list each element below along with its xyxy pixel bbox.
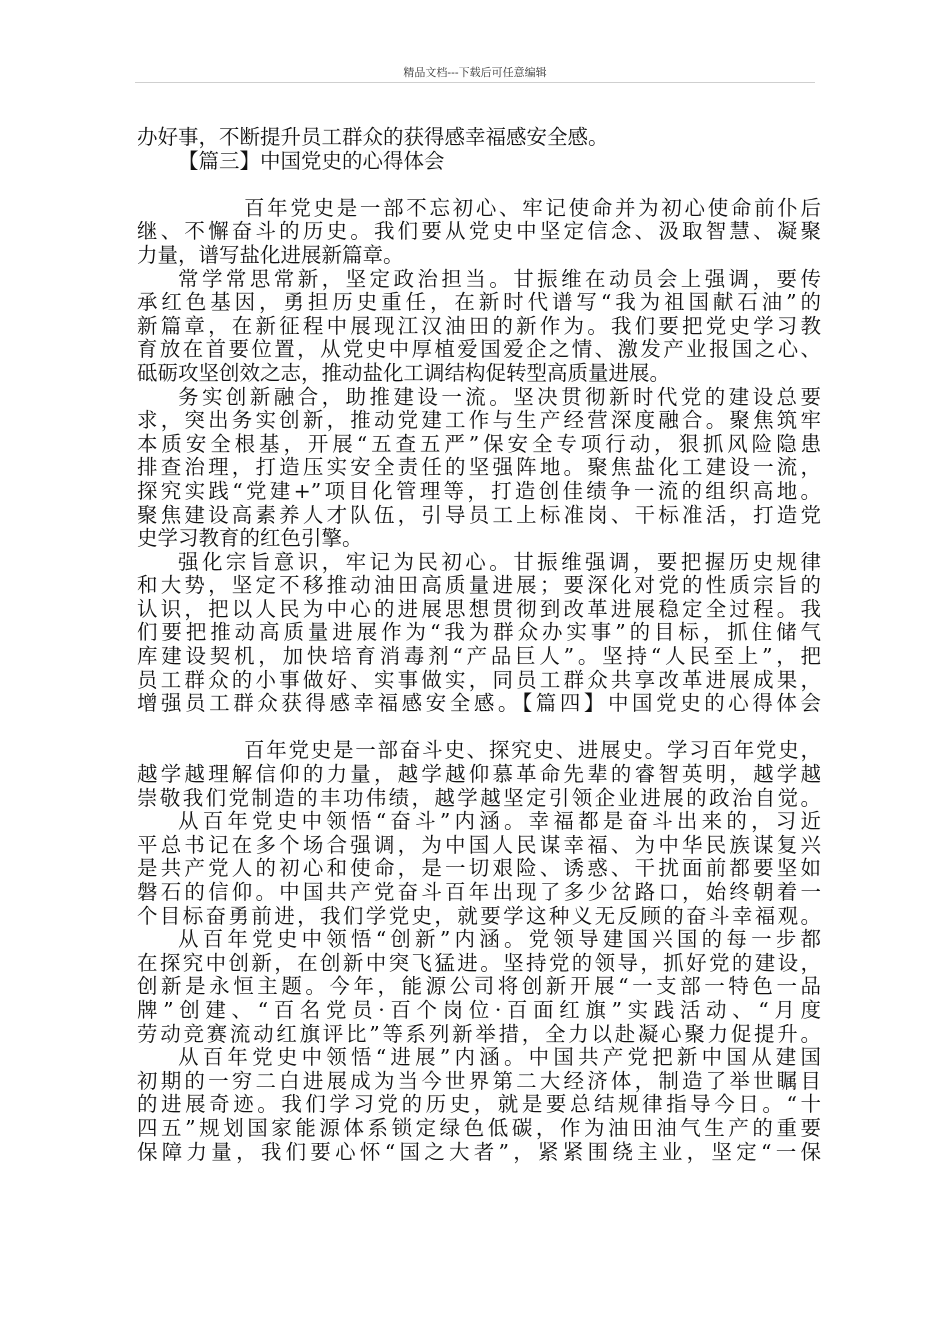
text-line: 务实创新融合，助推建设一流。坚决贯彻新时代党的建设总要 — [178, 385, 821, 409]
text-line: 劳动竞赛流动红旗评比”等系列新举措，全力以赴凝心聚力促提升。 — [137, 1022, 821, 1046]
text-line: 砥砺攻坚创效之志，推动盐化工调结构促转型高质量进展。 — [137, 360, 670, 385]
text-line: 从百年党史中领悟“进展”内涵。中国共产党把新中国从建国 — [178, 1046, 821, 1070]
text-line: 初期的一穷二白进展成为当今世界第二大经济体，制造了举世瞩目 — [137, 1069, 821, 1093]
text-line: 的进展奇迹。我们学习党的历史，就是要总结规律指导今日。“十 — [137, 1093, 821, 1117]
document-body — [137, 126, 821, 1164]
text-line: 百年党史是一部奋斗史、探究史、进展史。学习百年党史， — [244, 739, 821, 763]
text-line: 四五”规划国家能源体系锁定绿色低碳，作为油田油气生产的重要 — [137, 1116, 821, 1140]
text-line: 继、不懈奋斗的历史。我们要从党史中坚定信念、汲取智慧、凝聚 — [137, 220, 821, 244]
text-line: 越学越理解信仰的力量，越学越仰慕革命先辈的睿智英明，越学越 — [137, 763, 821, 787]
text-line: 承红色基因，勇担历史重任，在新时代谱写“我为祖国献石油”的 — [137, 291, 821, 315]
text-line: 【篇三】中国党史的心得体会 — [178, 148, 445, 173]
text-line: 求，突出务实创新，推动党建工作与生产经营深度融合。聚焦筑牢 — [137, 409, 821, 433]
text-line: 崇敬我们党制造的丰功伟绩，越学越坚定引领企业进展的政治自觉。 — [137, 786, 821, 810]
text-line: 本质安全根基，开展“五查五严”保安全专项行动，狠抓风险隐患 — [137, 432, 821, 456]
text-line: 强化宗旨意识，牢记为民初心。甘振维强调，要把握历史规律 — [178, 550, 821, 574]
text-line: 和大势，坚定不移推动油田高质量进展；要深化对党的性质宗旨的 — [137, 574, 821, 598]
text-line: 是共产党人的初心和使命，是一切艰险、诱惑、干扰面前都要坚如 — [137, 857, 821, 881]
text-line: 探究实践“党建+”项目化管理等，打造创佳绩争一流的组织高地。 — [137, 479, 821, 503]
text-line: 创新是永恒主题。今年，能源公司将创新开展“一支部一特色一品 — [137, 975, 821, 999]
text-line: 常学常思常新，坚定政治担当。甘振维在动员会上强调，要传 — [178, 267, 821, 291]
text-line: 员工群众的小事做好、实事做实，同员工群众共享改革进展成果， — [137, 668, 821, 692]
text-line: 聚焦建设高素养人才队伍，引导员工上标准岗、干标准活，打造党 — [137, 503, 821, 527]
text-line: 保障力量，我们要心怀“国之大者”，紧紧围绕主业，坚定“一保 — [137, 1140, 821, 1164]
header-divider — [135, 82, 815, 83]
text-line: 增强员工群众获得感幸福感安全感。【篇四】中国党史的心得体会 — [137, 692, 821, 716]
text-line: 库建设契机，加快培育消毒剂“产品巨人”。坚持“人民至上”，把 — [137, 645, 821, 669]
text-line: 力量，谱写盐化进展新篇章。 — [137, 242, 404, 267]
text-line: 办好事，不断提升员工群众的获得感幸福感安全感。 — [137, 125, 609, 149]
page-header: 精品文档---下载后可任意编辑 — [403, 66, 547, 79]
text-line: 在探究中创新，在创新中突飞猛进。坚持党的领导，抓好党的建设， — [137, 951, 821, 975]
text-line: 们要把推动高质量进展作为“我为群众办实事”的目标，抓住储气 — [137, 621, 821, 645]
text-line: 百年党史是一部不忘初心、牢记使命并为初心使命前仆后 — [244, 196, 821, 220]
text-line: 牌”创建、“百名党员·百个岗位·百面红旗”实践活动、“月度 — [137, 998, 821, 1022]
text-line: 史学习教育的红色引擎。 — [137, 526, 363, 551]
text-line: 从百年党史中领悟“创新”内涵。党领导建国兴国的每一步都 — [178, 928, 821, 952]
blank-line — [137, 173, 821, 197]
text-line: 新篇章，在新征程中展现江汉油田的新作为。我们要把党史学习教 — [137, 314, 821, 338]
blank-line — [137, 716, 821, 740]
text-line: 认识，把以人民为中心的进展思想贯彻到改革进展稳定全过程。我 — [137, 597, 821, 621]
text-line: 从百年党史中领悟“奋斗”内涵。幸福都是奋斗出来的，习近 — [178, 810, 821, 834]
text-line: 平总书记在多个场合强调，为中国人民谋幸福、为中华民族谋复兴 — [137, 833, 821, 857]
text-line: 个目标奋勇前进，我们学党史，就要学这种义无反顾的奋斗幸福观。 — [137, 904, 821, 928]
text-line: 磐石的信仰。中国共产党奋斗百年出现了多少岔路口，始终朝着一 — [137, 881, 821, 904]
text-line: 育放在首要位置，从党史中厚植爱国爱企之情、激发产业报国之心、 — [137, 338, 821, 362]
text-line: 排查治理，打造压实安全责任的坚强阵地。聚焦盐化工建设一流， — [137, 456, 821, 480]
